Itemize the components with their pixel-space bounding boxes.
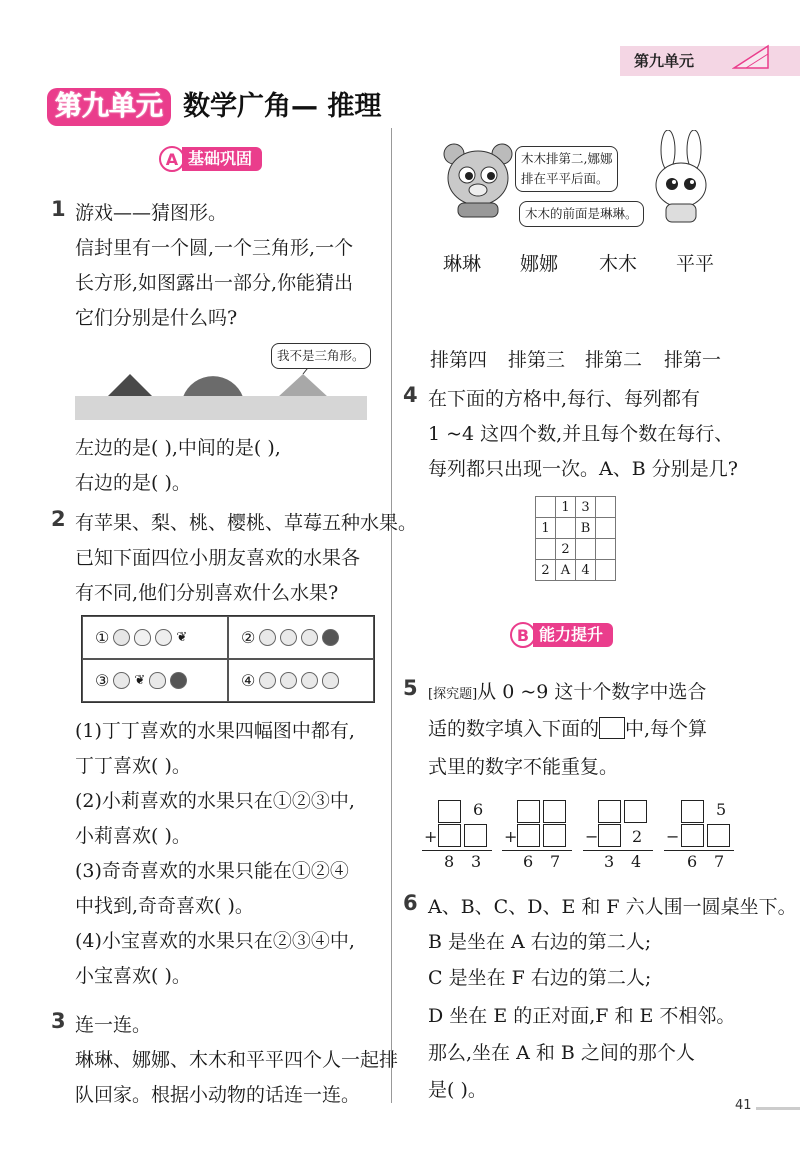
section-a-letter: A (159, 146, 185, 172)
q1-line: 长方形,如图露出一部分,你能猜出 (75, 272, 354, 294)
q5-tag: [探究题] (428, 687, 478, 702)
q1-answer-line: 右边的是( )。 (75, 472, 191, 494)
answer-box[interactable] (543, 824, 566, 847)
operator: − (585, 827, 599, 846)
q1-line: 它们分别是什么吗? (75, 307, 238, 329)
page-number: 41 (735, 1098, 752, 1113)
section-b-heading (510, 622, 613, 648)
q2-sub-line: 中找到,奇奇喜欢( )。 (75, 895, 254, 917)
grid-cell (536, 497, 556, 518)
section-a-label: 基础巩固 (182, 147, 262, 171)
peach-icon (280, 629, 297, 646)
q2-sub-line: (4)小宝喜欢的水果只在②③④中, (75, 930, 355, 952)
answer-box[interactable] (543, 800, 566, 823)
q6-line: 那么,坐在 A 和 B 之间的那个人 (428, 1042, 695, 1064)
cherry-icon: ❦ (176, 630, 188, 645)
q4-line: 1 ~4 这四个数,并且每个数在每行、 (428, 423, 734, 445)
pear-icon (149, 672, 166, 689)
fruit-cell: ④ (228, 659, 374, 702)
answer-box[interactable] (464, 824, 487, 847)
q5-line: 适的数字填入下面的 中,每个算 (428, 718, 708, 740)
operator: + (424, 827, 438, 846)
grid-cell: A (556, 560, 576, 581)
q1-answer-line: 左边的是( ),中间的是( ), (75, 437, 281, 459)
grid-cell (556, 518, 576, 539)
result-digit: 7 (550, 852, 561, 871)
unit-tag: 第九单元 (634, 52, 695, 70)
fruit-cell: ① ❦ (82, 616, 228, 659)
answer-box[interactable] (438, 800, 461, 823)
result-digit: 6 (687, 852, 698, 871)
q6-line: B 是坐在 A 右边的第二人; (428, 931, 652, 953)
q2-sub-line: 丁丁喜欢( )。 (75, 755, 191, 777)
peach-icon (155, 629, 172, 646)
grid-cell (596, 560, 616, 581)
answer-box[interactable] (598, 800, 621, 823)
pear-icon (322, 672, 339, 689)
question-3-number: 3 (51, 1009, 66, 1033)
fruit-table (81, 615, 375, 703)
question-1-number: 1 (51, 197, 66, 221)
blank-box (599, 717, 625, 739)
q3-name: 娜娜 (520, 253, 559, 275)
equation-digit: 5 (716, 800, 727, 819)
q5-line: [探究题]从 0 ~9 这十个数字中选合 (428, 681, 707, 703)
grid-cell (596, 539, 616, 560)
q1-line: 游戏——猜图形。 (75, 202, 228, 224)
right-shape (278, 374, 328, 397)
equation-digit: 2 (632, 827, 643, 846)
apple-icon (280, 672, 297, 689)
q4-line: 在下面的方格中,每行、每列都有 (428, 388, 701, 410)
fruit-cell: ② (228, 616, 374, 659)
middle-shape (183, 376, 243, 397)
strawberry-icon (322, 629, 339, 646)
q2-line: 已知下面四位小朋友喜欢的水果各 (75, 547, 361, 569)
grid-cell (536, 539, 556, 560)
bear-illustration (440, 140, 520, 220)
q3-name: 平平 (676, 253, 715, 275)
q1-line: 信封里有一个圆,一个三角形,一个 (75, 237, 354, 259)
grid-cell (596, 497, 616, 518)
q5-line: 式里的数字不能重复。 (428, 756, 619, 778)
grid-cell (576, 539, 596, 560)
ruler-icon (732, 42, 772, 70)
unit-title-badge: 第九单元 (47, 88, 171, 126)
grid-cell: 4 (576, 560, 596, 581)
apple-icon (259, 672, 276, 689)
result-digit: 6 (523, 852, 534, 871)
q6-line: A、B、C、D、E 和 F 六人围一圆桌坐下。 (428, 896, 797, 918)
page-title: 数学广角— 推理 (183, 91, 382, 122)
number-grid (535, 496, 616, 581)
peach-icon (301, 629, 318, 646)
q2-sub-line: 小宝喜欢( )。 (75, 965, 191, 987)
q3-name: 琳琳 (443, 253, 482, 275)
apple-icon (113, 629, 130, 646)
answer-box[interactable] (707, 824, 730, 847)
result-digit: 8 (444, 852, 455, 871)
left-shape (107, 374, 153, 397)
q6-line: C 是坐在 F 右边的第二人; (428, 967, 652, 989)
answer-box[interactable] (598, 824, 621, 847)
q3-line: 琳琳、娜娜、木木和平平四个人一起排 (75, 1049, 399, 1071)
grid-cell: 3 (576, 497, 596, 518)
result-digit: 4 (631, 852, 642, 871)
grid-cell: 2 (536, 560, 556, 581)
grid-cell: 2 (556, 539, 576, 560)
q3-line: 连一连。 (75, 1014, 152, 1036)
operator: + (504, 827, 518, 846)
pear-icon (134, 629, 151, 646)
question-5-number: 5 (403, 676, 418, 700)
answer-box[interactable] (681, 800, 704, 823)
q3-bubble-2: 木木的前面是琳琳。 (519, 201, 644, 227)
q2-line: 有苹果、梨、桃、樱桃、草莓五种水果。 (75, 512, 418, 534)
answer-box[interactable] (438, 824, 461, 847)
q3-name: 木木 (599, 253, 638, 275)
apple-icon (259, 629, 276, 646)
result-digit: 7 (714, 852, 725, 871)
q3-rank: 排第一 (664, 349, 722, 371)
question-4-number: 4 (403, 383, 418, 407)
peach-icon (113, 672, 130, 689)
column-divider (391, 128, 392, 1103)
grid-cell: 1 (536, 518, 556, 539)
answer-box[interactable] (681, 824, 704, 847)
grid-cell: 1 (556, 497, 576, 518)
q6-line: D 坐在 E 的正对面,F 和 E 不相邻。 (428, 1005, 736, 1027)
question-6-number: 6 (403, 891, 418, 915)
q2-sub-line: (3)奇奇喜欢的水果只能在①②④ (75, 860, 349, 882)
q1-speech-bubble: 我不是三角形。 (271, 343, 371, 369)
q2-sub-line: (2)小莉喜欢的水果只在①②③中, (75, 790, 355, 812)
answer-box[interactable] (517, 824, 540, 847)
fruit-cell: ③ ❦ (82, 659, 228, 702)
q3-bubble-1: 木木排第二,娜娜 排在平平后面。 (515, 146, 618, 192)
result-digit: 3 (604, 852, 615, 871)
question-2-number: 2 (51, 507, 66, 531)
grid-cell (596, 518, 616, 539)
operator: − (666, 827, 680, 846)
page-number-bar (756, 1107, 800, 1110)
answer-box[interactable] (517, 800, 540, 823)
q4-line: 每列都只出现一次。A、B 分别是几? (428, 458, 738, 480)
answer-box[interactable] (624, 800, 647, 823)
q3-rank: 排第二 (585, 349, 643, 371)
q6-line: 是( )。 (428, 1079, 487, 1101)
q3-line: 队回家。根据小动物的话连一连。 (75, 1084, 361, 1106)
q2-line: 有不同,他们分别喜欢什么水果? (75, 582, 339, 604)
rabbit-illustration (648, 130, 718, 225)
peach-icon (301, 672, 318, 689)
section-b-label: 能力提升 (533, 623, 613, 647)
cherry-icon: ❦ (134, 673, 146, 688)
strawberry-icon (170, 672, 187, 689)
equation-digit: 6 (473, 800, 484, 819)
grid-cell: B (576, 518, 596, 539)
q3-rank: 排第三 (508, 349, 566, 371)
result-digit: 3 (471, 852, 482, 871)
section-a-heading (159, 146, 262, 172)
q2-sub-line: 小莉喜欢( )。 (75, 825, 191, 847)
q3-rank: 排第四 (430, 349, 488, 371)
section-b-letter: B (510, 622, 536, 648)
q2-sub-line: (1)丁丁喜欢的水果四幅图中都有, (75, 720, 355, 742)
